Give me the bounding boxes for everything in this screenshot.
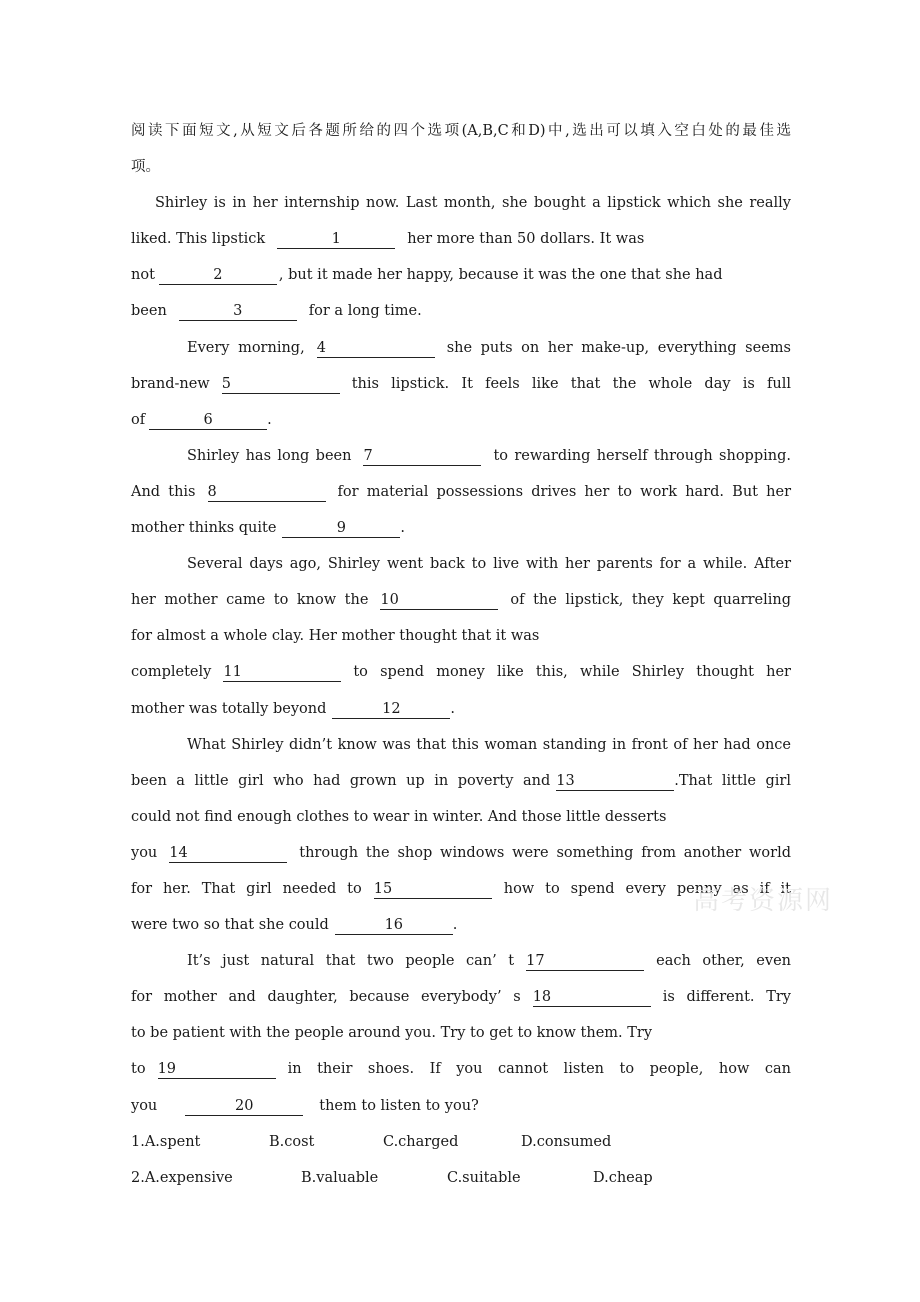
text: how to spend every penny as if it	[503, 880, 791, 897]
blank-19[interactable]: 19	[158, 1060, 276, 1079]
option-row-1	[131, 1124, 791, 1160]
p6-line-4	[131, 1051, 791, 1087]
p1-line-1: Shirley is in her internship now. Last month, she bought a lipstick which she really	[155, 195, 791, 212]
p3-line-3	[131, 510, 791, 546]
blank-2[interactable]: 2	[159, 266, 277, 285]
text: in their shoes. If you cannot listen to people, how can	[287, 1061, 791, 1078]
text: for mother and daughter, because everybody’ s	[131, 989, 521, 1006]
text: , but it made her happy, because it was the one that she had	[278, 267, 723, 284]
blank-14[interactable]: 14	[169, 844, 287, 863]
text: for a long time.	[308, 303, 422, 320]
text: for material possessions drives her to work hard. But her	[337, 483, 791, 500]
blank-4[interactable]: 4	[317, 339, 435, 358]
p5-line-2	[131, 763, 791, 799]
blank-8[interactable]: 8	[208, 483, 326, 502]
text: to rewarding herself through shopping.	[493, 447, 791, 464]
document-body	[131, 113, 791, 1196]
text: mother thinks quite	[131, 520, 277, 537]
p6-line-5	[131, 1088, 791, 1124]
option-d[interactable]: D.consumed	[521, 1133, 612, 1150]
blank-20[interactable]: 20	[185, 1097, 303, 1116]
text: .That little girl	[674, 772, 791, 789]
p1-line-3	[131, 257, 791, 293]
blank-15[interactable]: 15	[374, 880, 492, 899]
text: she puts on her make-up, everything seems	[446, 339, 791, 356]
text: were two so that she could	[131, 917, 329, 934]
p5-line-6	[131, 907, 791, 943]
text: for her. That girl needed to	[131, 880, 362, 897]
text: brand-new	[131, 375, 210, 392]
blank-18[interactable]: 18	[533, 988, 651, 1007]
p2-line-3	[131, 402, 791, 438]
blank-12[interactable]: 12	[332, 700, 450, 719]
text: of	[131, 411, 146, 428]
option-b[interactable]: B.cost	[269, 1133, 315, 1150]
p6-line-3: to be patient with the people around you. Try to get to know them. Try	[131, 1025, 653, 1042]
blank-5[interactable]: 5	[222, 375, 340, 394]
p4-line-2	[131, 582, 791, 618]
p3-line-1	[131, 438, 791, 474]
text: been a little girl who had grown up in poverty and	[131, 772, 551, 789]
option-row-2	[131, 1160, 791, 1196]
text: to	[131, 1061, 146, 1078]
blank-6[interactable]: 6	[149, 411, 267, 430]
text: each other, even	[656, 953, 791, 970]
text: not	[131, 267, 155, 284]
p1-line-4	[131, 293, 791, 329]
text: you	[131, 1097, 158, 1114]
instructions-line-2: 项。	[131, 159, 160, 176]
text: .	[400, 520, 406, 537]
text: .	[267, 411, 272, 428]
text: Shirley has long been	[187, 447, 352, 464]
blank-3[interactable]: 3	[179, 302, 297, 321]
option-d[interactable]: D.cheap	[593, 1169, 653, 1186]
option-c[interactable]: C.charged	[383, 1133, 459, 1150]
watermark: 高考资源网	[693, 886, 834, 916]
text: them to listen to you?	[319, 1097, 479, 1114]
text: through the shop windows were something from another world	[299, 844, 791, 861]
instructions-line-1: 阅读下面短文,从短文后各题所给的四个选项(A,B,C和D)中,选出可以填入空白处的最佳选	[131, 123, 791, 139]
text: been	[131, 303, 167, 320]
blank-1[interactable]: 1	[277, 230, 395, 249]
p4-line-4	[131, 654, 791, 690]
option-a[interactable]: 2.A.expensive	[131, 1169, 233, 1186]
blank-9[interactable]: 9	[282, 519, 400, 538]
p6-line-2	[131, 979, 791, 1015]
text: of the lipstick, they kept quarreling	[510, 592, 791, 609]
p2-line-2	[131, 366, 791, 402]
blank-11[interactable]: 11	[223, 663, 341, 682]
p5-line-4	[131, 835, 791, 871]
p4-line-5	[131, 691, 791, 727]
blank-7[interactable]: 7	[363, 447, 481, 466]
p2-line-1	[131, 330, 791, 366]
text: .	[452, 917, 458, 934]
p1-line-2	[131, 221, 791, 257]
option-b[interactable]: B.valuable	[301, 1169, 379, 1186]
text: mother was totally beyond	[131, 700, 327, 717]
text: this lipstick. It feels like that the whole day is full	[351, 375, 791, 392]
text: It’s just natural that two people can’ t	[187, 953, 515, 970]
p4-line-1: Several days ago, Shirley went back to live with her parents for a while. After	[187, 556, 791, 573]
p3-line-2	[131, 474, 791, 510]
p5-line-3: could not find enough clothes to wear in winter. And those little desserts	[131, 808, 667, 825]
p5-line-5	[131, 871, 791, 907]
option-c[interactable]: C.suitable	[447, 1169, 521, 1186]
blank-16[interactable]: 16	[335, 916, 453, 935]
p6-line-1	[131, 943, 791, 979]
blank-10[interactable]: 10	[380, 591, 498, 610]
text: her more than 50 dollars. It was	[407, 231, 645, 248]
text: liked. This lipstick	[131, 231, 266, 248]
p4-line-3: for almost a whole clay. Her mother thought that it was	[131, 628, 540, 645]
text: And this	[131, 483, 196, 500]
blank-13[interactable]: 13	[556, 772, 674, 791]
blank-17[interactable]: 17	[526, 952, 644, 971]
option-a[interactable]: 1.A.spent	[131, 1133, 201, 1150]
text: Every morning,	[187, 339, 305, 356]
text: you	[131, 844, 158, 861]
text: completely	[131, 664, 212, 681]
text: is different. Try	[662, 989, 791, 1006]
text: her mother came to know the	[131, 592, 369, 609]
text: to spend money like this, while Shirley thought her	[353, 664, 791, 681]
text: .	[450, 700, 455, 717]
p5-line-1: What Shirley didn’t know was that this woman standing in front of her had once	[187, 736, 791, 753]
